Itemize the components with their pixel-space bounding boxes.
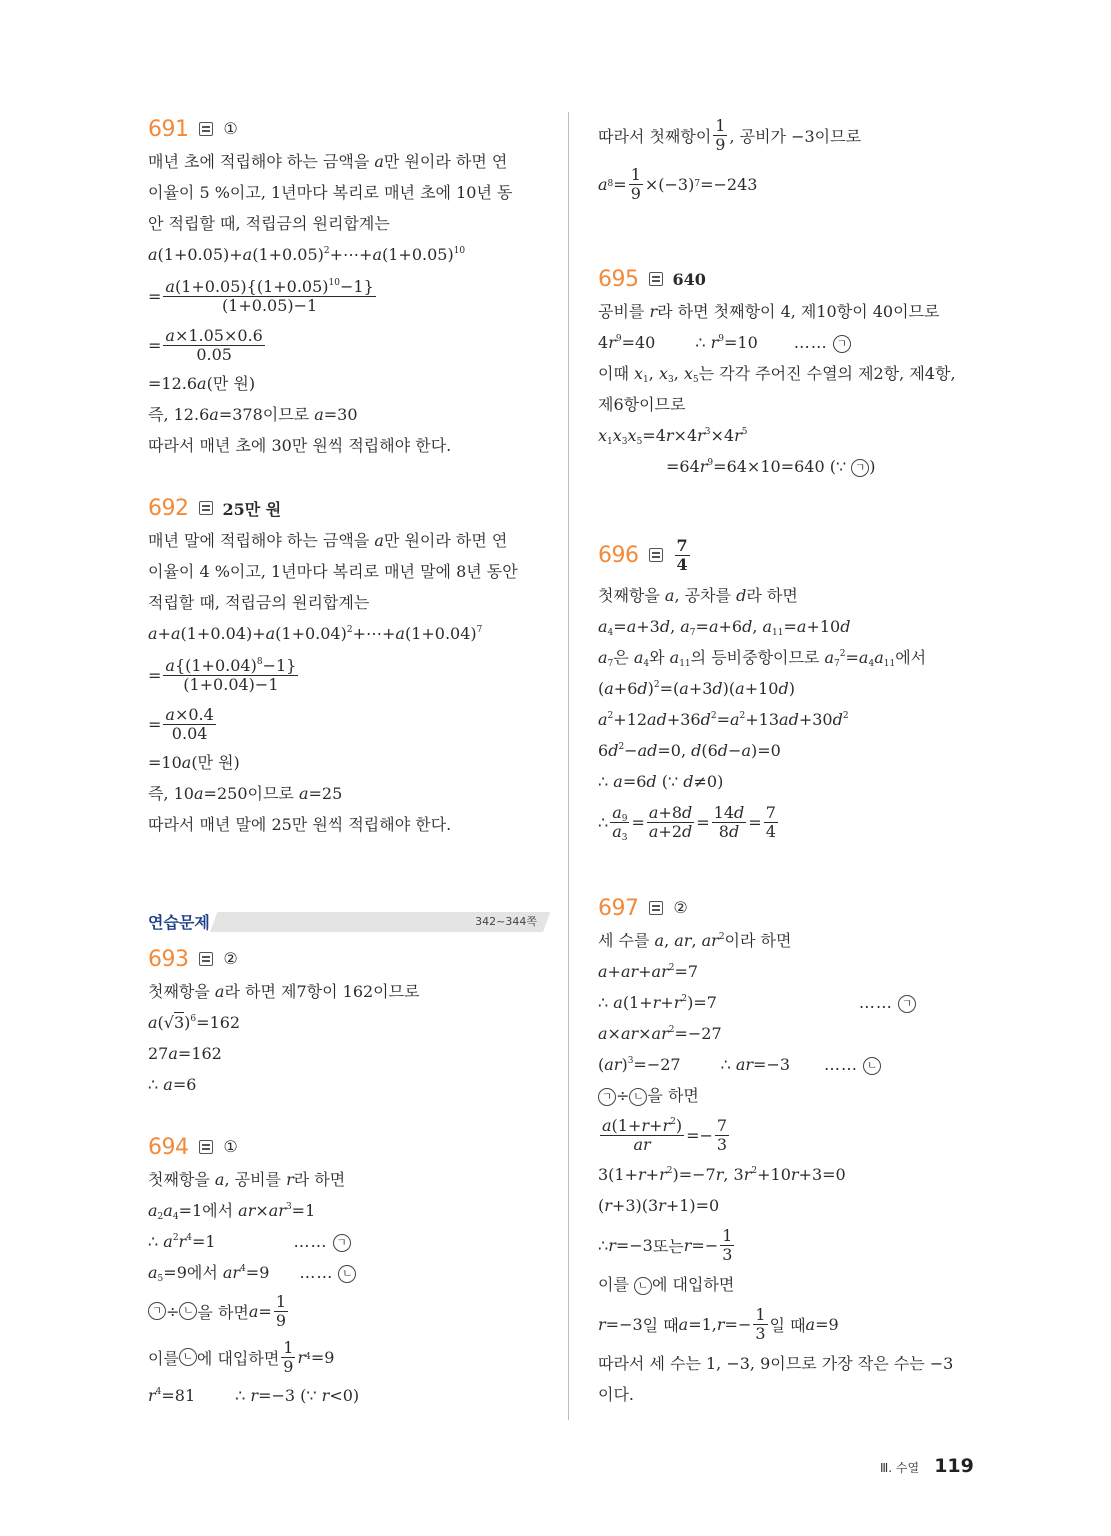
equation: $(a+6d)^2=(a+3d)(a+10d)$ <box>598 679 795 698</box>
equation: $=64r^9=64\times 10=640$ (∵ ㄱ ) <box>666 457 876 476</box>
text-line: 즉, 12.6a=378이므로 a=30 <box>148 405 358 424</box>
conclusion: 따라서 매년 말에 25만 원씩 적립해야 한다. <box>148 815 452 834</box>
conclusion: 따라서 세 수는 1, −3, 9이므로 가장 작은 수는 −3 <box>598 1354 954 1373</box>
answer: 25만 원 <box>222 499 282 519</box>
equation: ㄱ ÷ ㄴ 을 하면 a = $\frac{1}{9}$ <box>148 1288 543 1334</box>
text-line: 이때 $x_1$, $x_3$, $x_5$는 각각 주어진 수열의 제2항, 제4항, <box>598 364 956 385</box>
column-divider <box>568 112 569 1420</box>
problem-695-header <box>598 262 998 296</box>
text-line: 매년 초에 적립해야 하는 금액을 a만 원이라 하면 연 <box>148 152 508 171</box>
problem-number: 693 <box>148 946 189 972</box>
page-footer <box>880 1455 974 1477</box>
answer-icon <box>199 952 213 966</box>
text-line: 따라서 첫째항이 $\frac{1}{9}$ , 공비가 −3이므로 <box>598 115 862 154</box>
problem-697-header <box>598 891 998 925</box>
equation: a 8 = $\frac{1}{9}$ ×(−3) 7 =−243 <box>598 164 758 203</box>
equation: $a(√3)^6=162$ <box>148 1013 241 1032</box>
text-line: 첫째항을 a라 하면 제7항이 162이므로 <box>148 982 420 1001</box>
answer: ② <box>673 898 688 917</box>
text-line: $a_7$은 $a_4$와 $a_{11}$의 등비중항이므로 $a_7^2=a_4a_{11}$에서 <box>598 648 927 669</box>
problem-691-header <box>148 112 543 146</box>
equation: $6d^2-ad=0$, d(6d−a)=0 <box>598 741 781 760</box>
problem-number: 694 <box>148 1134 189 1160</box>
equation: ∴ a=6 <box>148 1075 197 1094</box>
page-number: 119 <box>934 1455 974 1477</box>
equation: $a_4=a+3d$, $a_7=a+6d$, $a_{11}=a+10d$ <box>598 617 851 638</box>
equation: $x_1x_3x_5=4r\times 4r^3\times 4r^5$ <box>598 426 748 447</box>
section-header <box>148 910 543 932</box>
problem-number: 691 <box>148 116 189 142</box>
text-line: 제6항이므로 <box>598 395 686 414</box>
answer: ① <box>223 119 238 138</box>
problem-692-header <box>148 491 543 525</box>
equation: 이를 ㄴ 에 대입하면 $\frac{1}{9}$ r 4 =9 <box>148 1337 335 1376</box>
equation: = $\frac{a\times 0.4}{0.04}$ <box>148 704 214 743</box>
equation: = $\frac{a\{(1+0.04)^8-1\}}{(1+0.04)-1}$ <box>148 655 297 694</box>
equation: =10a(만 원) <box>148 753 240 772</box>
section-pages: 342~344쪽 <box>475 915 537 928</box>
equation: ∴ r =−3 또는 r =− $\frac{1}{3}$ <box>598 1225 733 1264</box>
text-line: 이율이 5 %이고, 1년마다 복리로 매년 초에 10년 동 <box>148 183 513 202</box>
text-line: 첫째항을 a, 공비를 r라 하면 <box>148 1170 346 1189</box>
equation: ∴ $a^2r^4=1$ …… ㄱ <box>148 1226 543 1257</box>
answer-icon <box>199 122 213 136</box>
left-column <box>148 112 543 1411</box>
text-line: ㄱ ÷ ㄴ 을 하면 <box>598 1080 998 1111</box>
text-line: 세 수를 a, ar, $ar^2$이라 하면 <box>598 931 792 950</box>
equation: ∴ $\frac{a_9}{a_3}$ = $\frac{a+8d}{a+2d}$ = $\frac{14d}{8d}$ = $\frac{7}{4}$ <box>598 802 776 843</box>
text-line: 적립할 때, 적립금의 원리합계는 <box>148 593 370 612</box>
equation: = $\frac{a(1+0.05)\{(1+0.05)^{10}-1\}}{(1+0.05)-1}$ <box>148 276 374 315</box>
problem-696-header <box>598 530 998 580</box>
equation: $r^4=81$ ∴ r=−3 (∵ r<0) <box>148 1386 360 1405</box>
answer: ① <box>223 1137 238 1156</box>
text-line: 공비를 r라 하면 첫째항이 4, 제10항이 40이므로 <box>598 302 940 321</box>
equation: = $\frac{a\times 1.05\times 0.6}{0.05}$ <box>148 325 263 364</box>
text-line: 즉, 10a=250이므로 a=25 <box>148 784 343 803</box>
equation: $a+a(1+0.04)+a(1+0.04)^2+\cdots+a(1+0.04)^7$ <box>148 624 483 643</box>
text-line: 이율이 4 %이고, 1년마다 복리로 매년 말에 8년 동안 <box>148 562 518 581</box>
equation: (r+3)(3r+1)=0 <box>598 1196 720 1215</box>
answer-icon <box>649 548 663 562</box>
equation: =12.6a(만 원) <box>148 374 256 393</box>
section-title: 연습문제 <box>148 913 210 932</box>
answer-icon <box>199 1140 213 1154</box>
text-line: 매년 말에 적립해야 하는 금액을 a만 원이라 하면 연 <box>148 531 508 550</box>
equation: $a_5=9$에서 $ar^4=9$ …… ㄴ <box>148 1257 543 1288</box>
equation: $\frac{a(1+r+r^2)}{ar}$ =− $\frac{7}{3}$ <box>602 1115 728 1154</box>
equation: r =−3 일 때 a =1, r =− $\frac{1}{3}$ 일 때 a =9 <box>598 1304 839 1343</box>
answer: $\frac{7}{4}$ <box>676 535 688 574</box>
chapter-label: Ⅲ. 수열 <box>880 1461 920 1475</box>
text-line: 이를 ㄴ 에 대입하면 <box>598 1275 735 1294</box>
equation: $a^2+12ad+36d^2=a^2+13ad+30d^2$ <box>598 710 849 729</box>
text-line: 안 적립할 때, 적립금의 원리합계는 <box>148 214 390 233</box>
equation: (ar)$^3$=−27 ∴ ar=−3 …… ㄴ <box>598 1049 998 1080</box>
equation: $a\times ar\times ar^2=-27$ <box>598 1024 722 1043</box>
answer-icon <box>649 901 663 915</box>
problem-number: 695 <box>598 266 639 292</box>
equation: $a+ar+ar^2=7$ <box>598 962 699 981</box>
equation: $4r^9=40$ ∴ $r^9=10$ …… ㄱ <box>598 327 998 358</box>
equation: $3(1+r+r^2)=-7r$, $3r^2+10r+3=0$ <box>598 1165 846 1184</box>
equation: ∴ $a(1+r+r^2)=7$ …… ㄱ <box>598 987 998 1018</box>
conclusion: 따라서 매년 초에 30만 원씩 적립해야 한다. <box>148 436 452 455</box>
answer: ② <box>223 949 238 968</box>
right-column <box>598 112 998 1410</box>
text-line: 첫째항을 a, 공차를 d라 하면 <box>598 586 798 605</box>
answer-icon <box>199 501 213 515</box>
problem-number: 692 <box>148 495 189 521</box>
answer-icon <box>649 272 663 286</box>
problem-number: 696 <box>598 542 639 568</box>
problem-694-header <box>148 1130 543 1164</box>
equation: 27a=162 <box>148 1044 222 1063</box>
problem-693-header <box>148 942 543 976</box>
equation: ∴ a=6d (∵ d≠0) <box>598 772 724 791</box>
conclusion: 이다. <box>598 1385 634 1404</box>
problem-number: 697 <box>598 895 639 921</box>
equation: $a_2a_4=1$에서 $ar\times ar^3=1$ <box>148 1201 316 1222</box>
answer: 640 <box>672 269 706 289</box>
equation: $a(1+0.05)+a(1+0.05)^2+\cdots+a(1+0.05)^{10}$ <box>148 245 466 264</box>
